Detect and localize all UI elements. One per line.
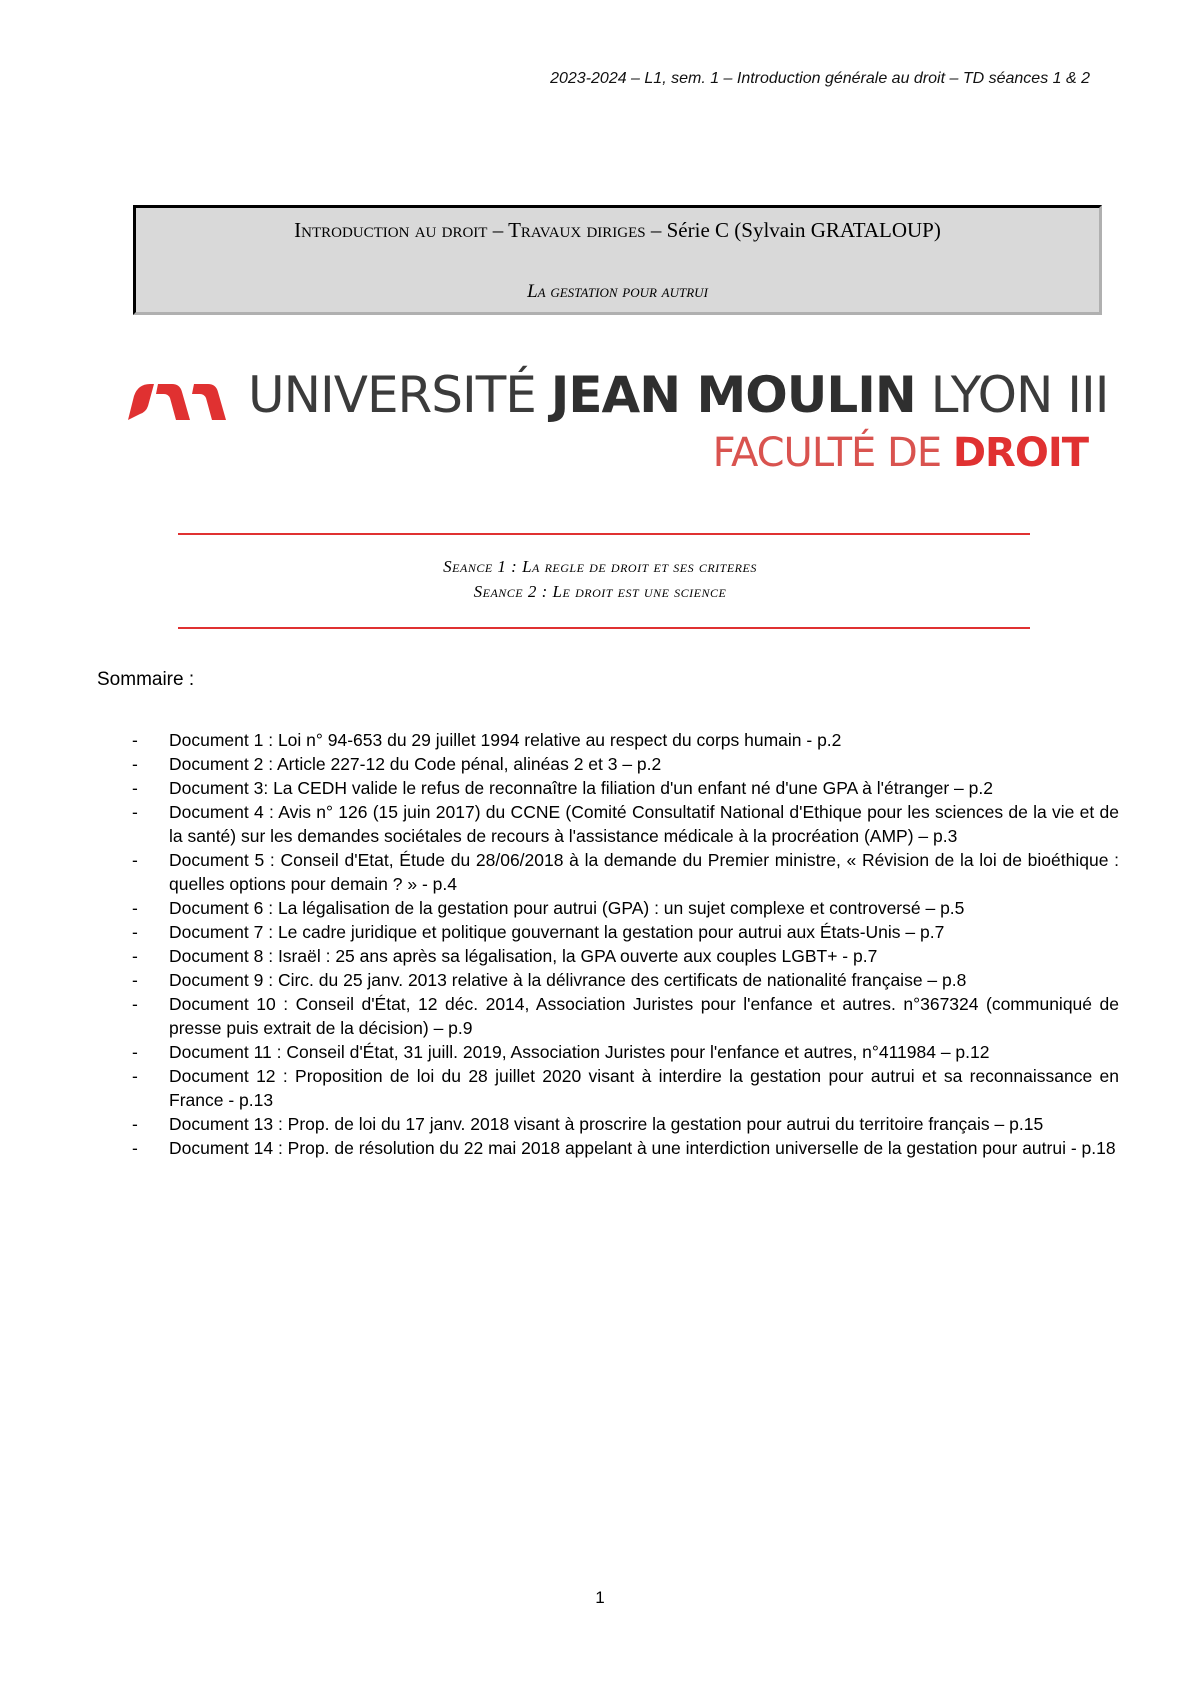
bullet-dash: - xyxy=(132,802,138,822)
bullet-dash: - xyxy=(132,946,138,966)
bullet-dash: - xyxy=(132,994,138,1014)
bullet-dash: - xyxy=(132,1114,138,1134)
list-item: - Document 11 : Conseil d'État, 31 juill. 2019, Association Juristes pour l'enfance et autres, n°411984 – p.12 xyxy=(132,1042,990,1062)
list-item: - Document 9 : Circ. du 25 janv. 2013 relative à la délivrance des certificats de nationalité française – p.8 xyxy=(132,970,967,990)
university-name: UNIVERSITÉ JEAN MOULIN LYON III xyxy=(248,366,1109,424)
list-item: - Document 5 : Conseil d'Etat, Étude du 28/06/2018 à la demande du Premier ministre, « Révision de la loi de bioéthique : quelles options pour demain ? » - p.4 xyxy=(132,850,1119,894)
university-logo-mark-icon xyxy=(128,376,234,420)
bullet-dash: - xyxy=(132,922,138,942)
seance-1-title: Seance 1 : La regle de droit et ses criteres xyxy=(443,557,757,576)
course-name: Introduction au droit – Travaux diriges xyxy=(294,218,646,242)
faculty-name: FACULTÉ DE DROIT xyxy=(712,430,1088,476)
page-number: 1 xyxy=(595,1588,605,1607)
list-item: - Document 7 : Le cadre juridique et politique gouvernant la gestation pour autrui aux États-Unis – p.7 xyxy=(132,922,945,942)
list-item: - Document 3: La CEDH valide le refus de reconnaître la filiation d'un enfant né d'une GPA à l'étranger – p.2 xyxy=(132,778,993,798)
document-list xyxy=(132,728,1119,1160)
list-item: - Document 2 : Article 227-12 du Code pénal, alinéas 2 et 3 – p.2 xyxy=(132,754,662,774)
list-item: - Document 4 : Avis n° 126 (15 juin 2017) du CCNE (Comité Consultatif National d'Ethique pour les sciences de la vie et de la santé) sur les demandes sociétales de recours à l'assistance médicale à la procréation (AMP) – p.3 xyxy=(132,802,1119,846)
bullet-dash: - xyxy=(132,730,138,750)
bullet-dash: - xyxy=(132,1066,138,1086)
divider-top xyxy=(178,533,1030,535)
list-item: - Document 8 : Israël : 25 ans après sa légalisation, la GPA ouverte aux couples LGBT+ - p.7 xyxy=(132,946,878,966)
list-item: - Document 1 : Loi n° 94-653 du 29 juillet 1994 relative au respect du corps humain - p.2 xyxy=(132,730,842,750)
sommaire-heading: Sommaire : xyxy=(97,669,195,690)
bullet-dash: - xyxy=(132,970,138,990)
bullet-dash: - xyxy=(132,1138,138,1158)
university-logo xyxy=(128,366,1109,486)
bullet-dash: - xyxy=(132,778,138,798)
title-box xyxy=(133,205,1102,315)
bullet-dash: - xyxy=(132,754,138,774)
list-item: - Document 6 : La légalisation de la gestation pour autrui (GPA) : un sujet complexe et controversé – p.5 xyxy=(132,898,965,918)
divider-bottom xyxy=(178,627,1030,629)
course-title xyxy=(136,218,1099,243)
list-item: - Document 13 : Prop. de loi du 17 janv. 2018 visant à proscrire la gestation pour autrui du territoire français – p.15 xyxy=(132,1114,1044,1134)
list-item: - Document 10 : Conseil d'État, 12 déc. 2014, Association Juristes pour l'enfance et autres. n°367324 (communiqué de presse puis extrait de la décision) – p.9 xyxy=(132,994,1119,1038)
bullet-dash: - xyxy=(132,898,138,918)
list-item: - Document 12 : Proposition de loi du 28 juillet 2020 visant à interdire la gestation pour autrui et sa reconnaissance en France - p.13 xyxy=(132,1066,1119,1110)
seance-2-title: Seance 2 : Le droit est une science xyxy=(473,582,727,601)
running-header: 2023-2024 – L1, sem. 1 – Introduction générale au droit – TD séances 1 & 2 xyxy=(550,70,1090,87)
bullet-dash: - xyxy=(132,850,138,870)
document-subject: La gestation pour autrui xyxy=(527,281,708,302)
list-item: - Document 14 : Prop. de résolution du 22 mai 2018 appelant à une interdiction universelle de la gestation pour autrui - p.18 xyxy=(132,1138,1116,1158)
course-series: – Série C (Sylvain GRATALOUP) xyxy=(645,218,941,242)
bullet-dash: - xyxy=(132,1042,138,1062)
